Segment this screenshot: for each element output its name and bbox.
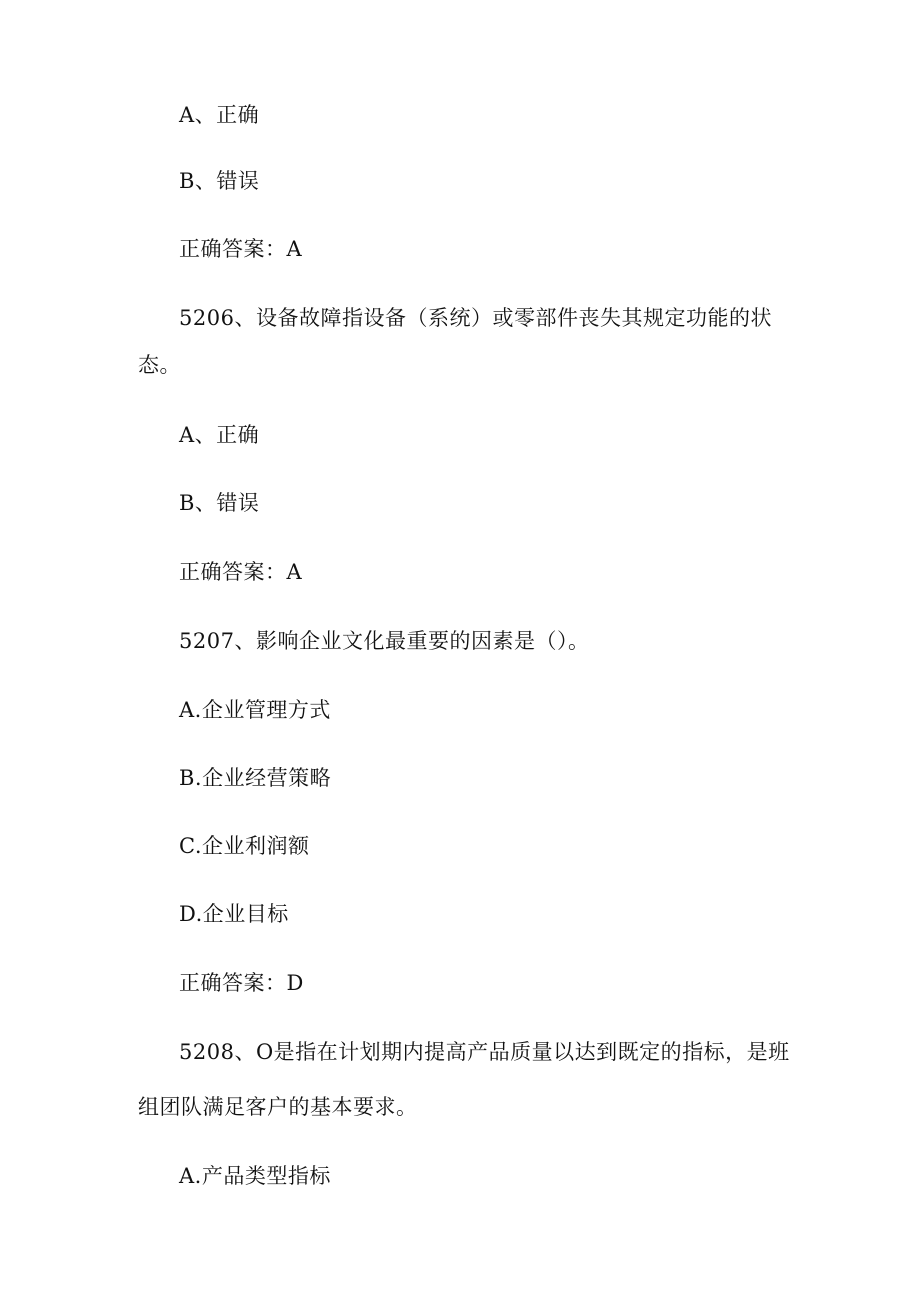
option-line: A.企业管理方式 (179, 698, 331, 722)
option-line: C.企业利润额 (179, 834, 310, 858)
option-line: D.企业目标 (179, 902, 289, 926)
question-stem: 5208、O是指在计划期内提高产品质量以达到既定的指标，是班 (179, 1040, 790, 1064)
option-line: B、错误 (179, 491, 260, 515)
question-stem: 5206、设备故障指设备（系统）或零部件丧失其规定功能的状 (179, 306, 772, 330)
question-stem-continuation: 态。 (138, 353, 181, 377)
option-line: B.企业经营策略 (179, 766, 332, 790)
option-line: A.产品类型指标 (179, 1164, 331, 1188)
question-stem-continuation: 组团队满足客户的基本要求。 (138, 1095, 418, 1119)
option-line: B、错误 (179, 169, 260, 193)
option-line: A、正确 (179, 423, 260, 447)
answer-line: 正确答案：D (179, 971, 304, 995)
option-line: A、正确 (179, 103, 260, 127)
answer-line: 正确答案：A (179, 237, 303, 261)
question-stem: 5207、影响企业文化最重要的因素是（）。 (179, 629, 590, 653)
answer-line: 正确答案：A (179, 560, 303, 584)
